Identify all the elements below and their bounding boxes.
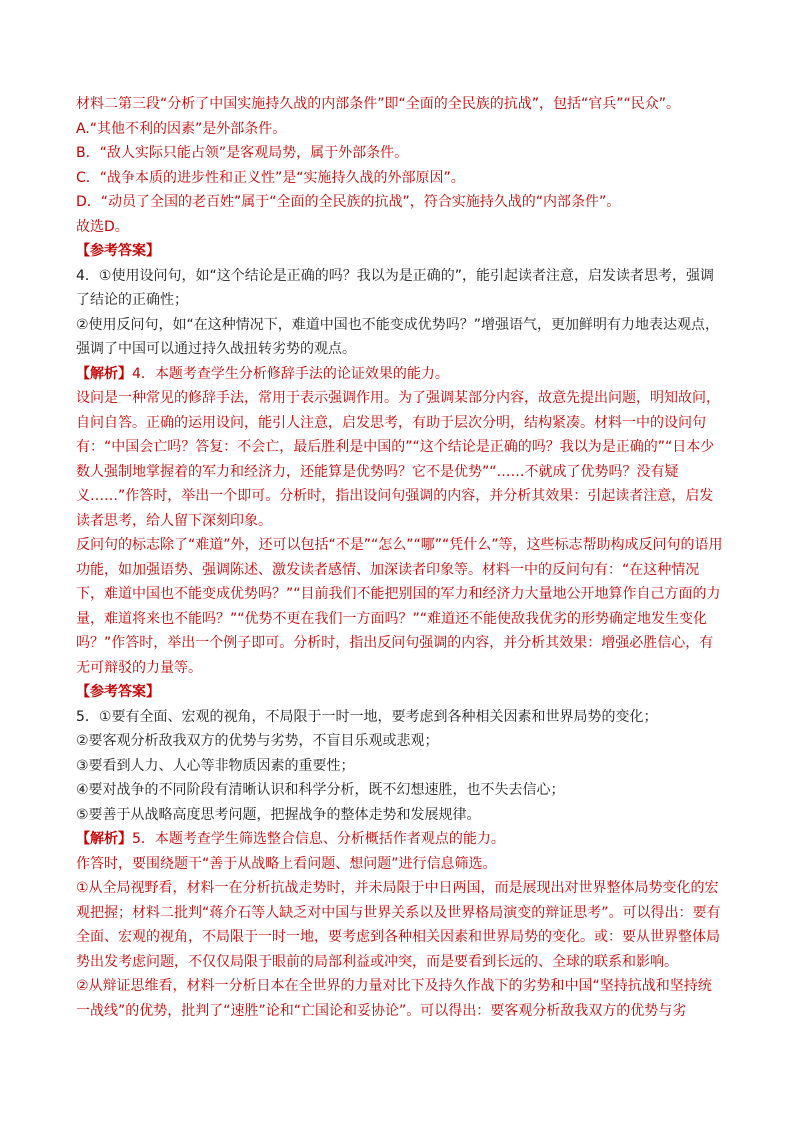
section3-option-b: B．“敌人实际只能占领”是客观局势，属于外部条件。	[76, 145, 409, 161]
analysis4-title: 4．本题考查学生分析修辞手法的论证效果的能力。	[132, 365, 449, 382]
answer4-header: 【参考答案】	[76, 243, 160, 259]
analysis5-heading	[76, 827, 724, 852]
section3-option-c: C．“战争本质的进步性和正义性”是“实施持久战的外部原因”。	[76, 169, 465, 186]
analysis5-header: 【解析】	[76, 831, 132, 847]
analysis5-paragraph-1: 作答时，要围绕题干“善于从战略上看问题、想问题”进行信息筛选。	[76, 855, 497, 872]
section3-conclusion: 故选D。	[76, 218, 129, 235]
analysis5-title: 5．本题考查学生筛选整合信息、分析概括作者观点的能力。	[132, 831, 505, 847]
analysis4-heading	[76, 362, 724, 387]
analysis5-paragraph-2: ①从全局视野看，材料一在分析抗战走势时，并未局限于中日两国，而是展现出对世界整体局势变化的宏观把握；材料二批判“蒋介石等人缺乏对中国与世界关系以及世界格局演变的辩证思考”。可以得出：要有全面、宏观的视角，不局限于一时一地，要考虑到各种相关因素和世界局势的变化。或：要从世界整体局势出发考虑问题，不仅仅局限于眼前的局部利益或冲突，而是要看到长远的、全球的联系和影响。	[76, 880, 721, 970]
section3-line: 材料二第三段“分析了中国实施持久战的内部条件”即“全面的全民族的抗战”，包括“官兵”“民众”。	[76, 96, 681, 112]
answer4-line-1: 4．①使用设问句，如“这个结论是正确的吗？我以为是正确的”，能引起读者注意，启发读者思考，强调了结论的正确性；	[76, 267, 714, 308]
answer5-line-5: ⑤要善于从战略高度思考问题，把握战争的整体走势和发展规律。	[76, 806, 481, 823]
analysis4-paragraph-2: 反问句的标志除了“难道”外，还可以包括“不是”“怎么”“哪”“凭什么”等，这些标志帮助构成反问句的语用功能，如加强语势、强调陈述、激发读者感情、加深读者印象等。材料一中的反问句有：“在这种情况下，难道中国也不能变成优势吗？”“目前我们不能把别国的军力和经济力大量地公开地算作自己方面的力量，难道将来也不能吗？”“优势不更在我们一方面吗？”“难道还不能使敌我优劣的形势确定地发生变化吗？”作答时，举出一个例子即可。分析时，指出反问句强调的内容，并分析其效果：增强必胜信心，有无可辩驳的力量等。	[76, 537, 723, 676]
answer5-line-2: ②要客观分析敌我双方的优势与劣势，不盲目乐观或悲观；	[76, 733, 439, 749]
answer5-header: 【参考答案】	[76, 684, 160, 700]
answer5-line-1: 5．①要有全面、宏观的视角，不局限于一时一地，要考虑到各种相关因素和世界局势的变化；	[76, 708, 658, 725]
analysis4-paragraph-1: 设问是一种常见的修辞手法，常用于表示强调作用。为了强调某部分内容，故意先提出问题，明知故问，自问自答。正确的运用设问，能引人注意，启发思考，有助于层次分明，结构紧凑。材料一中的设问句有：“中国会亡吗？答复：不会亡，最后胜利是中国的”“这个结论是正确的吗？我以为是正确的”“日本少数人强制地掌握着的军力和经济力，还能算是优势吗？它不是优势”“……不就成了优势吗？没有疑义……”作答时，举出一个即可。分析时，指出设问句强调的内容，并分析其效果：引起读者注意，启发读者思考，给人留下深刻印象。	[76, 390, 720, 529]
analysis5-paragraph-3: ②从辩证思维看，材料一分析日本在全世界的力量对比下及持久作战下的劣势和中国“坚持抗战和坚持统一战线”的优势，批判了“速胜”论和“亡国论和妥协论”。可以得出：要客观分析敌我双方的优势与劣	[76, 978, 712, 1019]
answer5-line-4: ④要对战争的不同阶段有清晰认识和科学分析，既不幻想速胜，也不失去信心；	[76, 782, 565, 798]
section3-option-a: A.“其他不利的因素”是外部条件。	[76, 120, 287, 137]
document-page	[76, 92, 724, 1023]
section3-option-d: D．“动员了全国的老百姓”属于“全面的全民族的抗战”，符合实施持久战的“内部条件”。	[76, 194, 621, 210]
answer5-line-3: ③要看到人力、人心等非物质因素的重要性；	[76, 757, 355, 774]
answer4-line-2: ②使用反问句，如“在这种情况下，难道中国也不能变成优势吗？”增强语气，更加鲜明有力地表达观点，强调了中国可以通过持久战扭转劣势的观点。	[76, 316, 720, 357]
analysis4-header: 【解析】	[76, 365, 132, 382]
